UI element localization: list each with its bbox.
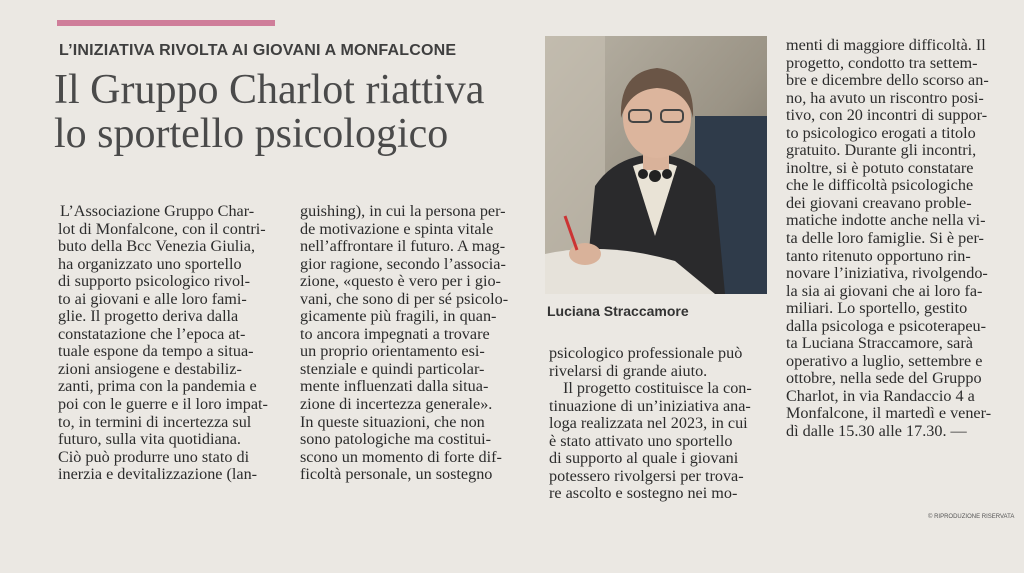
- copyright-notice: © RIPRODUZIONE RISERVATA: [928, 514, 1015, 520]
- text-line: un proprio orientamento esi-: [300, 342, 485, 361]
- text-line: miliari. Lo sportello, gestito: [786, 299, 968, 318]
- portrait-photo: [545, 36, 767, 294]
- text-line: bre e dicembre dello scorso an-: [786, 71, 989, 90]
- text-line: to ancora impegnati a trovare: [300, 324, 490, 343]
- text-line: ficoltà personale, un sostegno: [300, 465, 493, 484]
- text-line: Il progetto costituisce la con-: [563, 379, 752, 398]
- text-line: tanto ritenuto opportuno rin-: [786, 246, 971, 265]
- text-line: to ai giovani e alle loro fami-: [58, 289, 247, 308]
- text-line: stenziale e quindi particolar-: [300, 359, 485, 378]
- text-line: gratuito. Durante gli incontri,: [786, 141, 977, 160]
- text-line: zioni ansiogene e destabiliz-: [58, 359, 242, 378]
- text-line: gicamente più fragili, in quan-: [300, 307, 497, 326]
- article-column-1: [58, 203, 284, 484]
- text-line: è stato attivato uno sportello: [549, 431, 733, 450]
- text-line: matiche indotte anche nella vi-: [786, 211, 986, 230]
- text-line: Ciò può produrre uno stato di: [58, 447, 250, 466]
- text-line: to psicologico erogati a titolo: [786, 123, 976, 142]
- text-line: In queste situazioni, che non: [300, 412, 485, 431]
- text-line: de motivazione e spinta vitale: [300, 219, 494, 238]
- text-line: rivelarsi di grande aiuto.: [549, 361, 708, 380]
- text-line: nell’affrontare il futuro. A mag-: [300, 237, 506, 256]
- text-line: poi con le guerre e il loro impat-: [58, 395, 268, 414]
- text-line: novare l’iniziativa, rivolgendo-: [786, 264, 988, 283]
- text-line: glie. Il progetto deriva dalla: [58, 307, 239, 326]
- article-column-4: [786, 37, 1016, 441]
- text-line: di supporto psicologico rivol-: [58, 272, 250, 291]
- text-line: no, ha avuto un riscontro posi-: [786, 88, 984, 107]
- text-line: tinuazione di un’iniziativa ana-: [549, 396, 751, 415]
- section-accent-bar: [57, 20, 275, 26]
- text-line: scono un momento di forte dif-: [300, 447, 502, 466]
- text-line: loga realizzata nel 2023, in cui: [549, 414, 748, 433]
- headline: [54, 68, 534, 156]
- text-line: tuale espone da tempo a situa-: [58, 342, 254, 361]
- text-line: che le difficoltà psicologiche: [786, 176, 974, 195]
- portrait-photo-illustration: [545, 36, 767, 294]
- text-line: dalla psicologa e psicoterapeu-: [786, 316, 987, 335]
- text-line: guishing), in cui la persona per-: [300, 202, 506, 220]
- text-line: menti di maggiore difficoltà. Il: [786, 36, 986, 54]
- article-column-2: [300, 203, 526, 484]
- text-line: constatazione che l’epoca at-: [58, 324, 246, 343]
- text-line: la sia ai giovani che ai loro fa-: [786, 281, 983, 300]
- text-line: L’Associazione Gruppo Char-: [60, 202, 255, 220]
- text-line: futuro, sulla vita quotidiana.: [58, 430, 241, 449]
- text-line: mente influenzati dalla situa-: [300, 377, 489, 396]
- text-line: gior ragione, secondo l’associa-: [300, 254, 506, 273]
- text-line: Monfalcone, il martedì e vener-: [786, 404, 992, 423]
- text-line: ottobre, nella sede del Gruppo: [786, 369, 982, 388]
- headline-line-1: Il Gruppo Charlot riattiva: [54, 67, 485, 113]
- text-line: zione di incertezza generale».: [300, 395, 493, 414]
- article-column-3: [549, 345, 775, 503]
- text-line: tivo, con 20 incontri di suppor-: [786, 106, 988, 125]
- text-line: operativo a luglio, settembre e: [786, 351, 983, 370]
- text-line: Charlot, in via Randaccio 4 a: [786, 386, 975, 405]
- text-line: progetto, condotto tra settem-: [786, 53, 978, 72]
- headline-line-2: lo sportello psicologico: [54, 111, 449, 157]
- text-line: zione, «questo è vero per i gio-: [300, 272, 501, 291]
- text-line: dei giovani creavano proble-: [786, 193, 972, 212]
- text-line: lot di Monfalcone, con il contri-: [58, 219, 266, 238]
- text-line: di supporto al quale i giovani: [549, 449, 739, 468]
- text-line: potessero rivolgersi per trova-: [549, 466, 744, 485]
- text-line: inoltre, si è potuto constatare: [786, 158, 974, 177]
- kicker: L’INIZIATIVA RIVOLTA AI GIOVANI A MONFALCONE: [59, 42, 457, 59]
- photo-caption: Luciana Straccamore: [547, 303, 689, 319]
- text-line: sono patologiche ma costitui-: [300, 430, 492, 449]
- text-line: re ascolto e sostegno nei mo-: [549, 484, 738, 503]
- text-line: zanti, prima con la pandemia e: [58, 377, 257, 396]
- text-line: ha organizzato uno sportello: [58, 254, 242, 273]
- text-line: psicologico professionale può: [549, 344, 743, 362]
- text-line: inerzia e devitalizzazione (lan-: [58, 465, 258, 484]
- text-line: dì dalle 15.30 alle 17.30. —: [786, 422, 967, 441]
- text-line: to, in termini di incertezza sul: [58, 412, 252, 431]
- text-line: buto della Bcc Venezia Giulia,: [58, 237, 256, 256]
- text-line: ta delle loro famiglie. Si è per-: [786, 229, 984, 248]
- text-line: vani, che sono di per sé psicolo-: [300, 289, 509, 308]
- text-line: ta Luciana Straccamore, sarà: [786, 334, 973, 353]
